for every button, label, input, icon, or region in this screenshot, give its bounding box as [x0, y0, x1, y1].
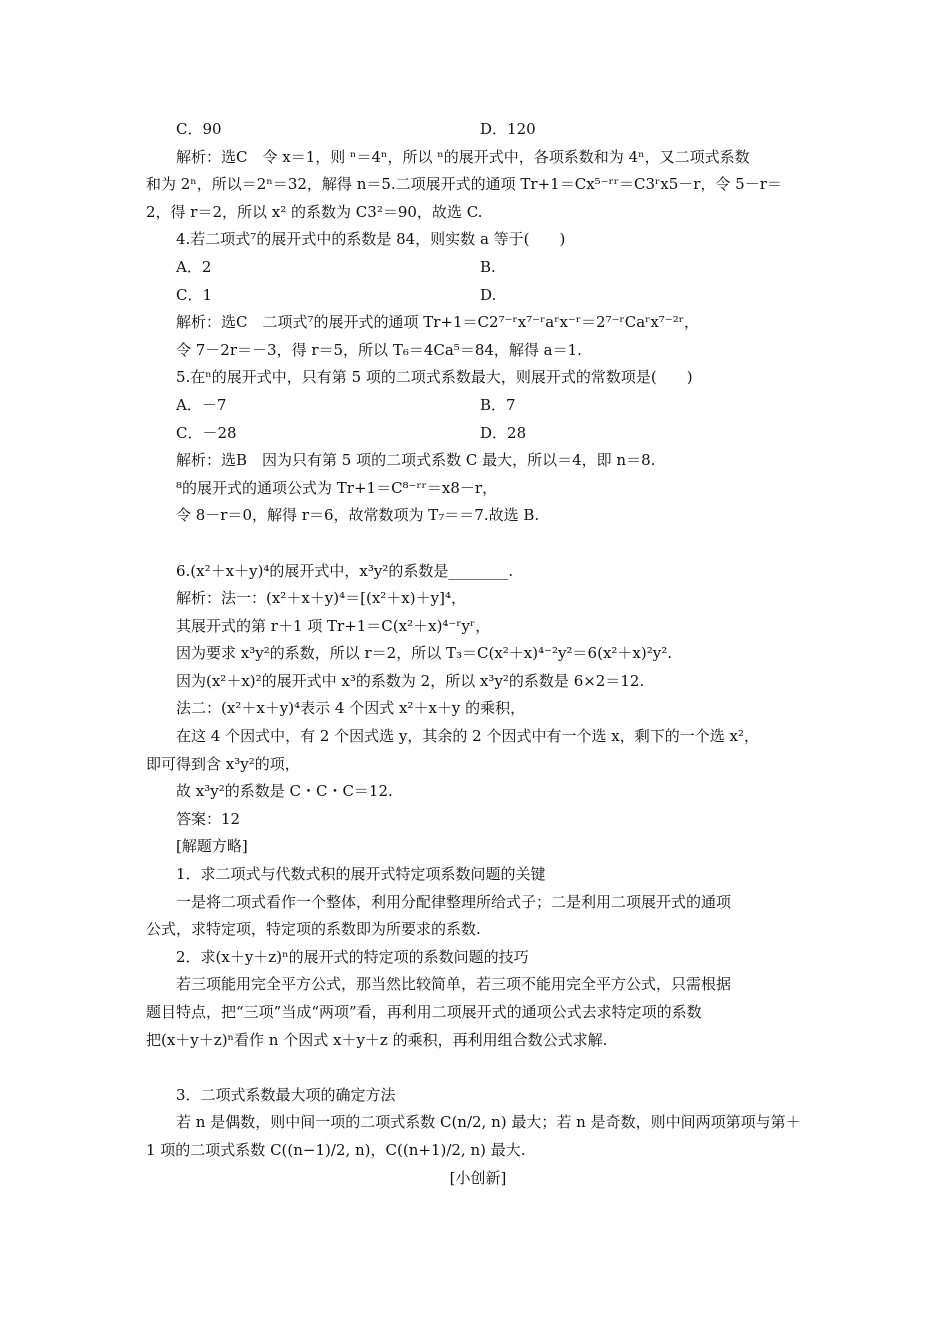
option-left: A．－7 — [176, 395, 227, 414]
document-body — [146, 116, 810, 1192]
text-line: 若 n 是偶数，则中间一项的二项式系数 C(n/2, n) 最大；若 n 是奇数，则中间两项第项与第＋ — [176, 1113, 801, 1132]
text-line: 故 x³y²的系数是 C・C・C＝12. — [176, 782, 393, 801]
option-left: C．1 — [176, 285, 213, 304]
text-line: 2．求(x＋y＋z)ⁿ的展开式的特定项的系数问题的技巧 — [176, 947, 529, 966]
text-line: 4.若二项式⁷的展开式中的系数是 84，则实数 a 等于( ) — [176, 230, 566, 249]
answer-options-row — [146, 282, 810, 310]
text-line: 把(x＋y＋z)ⁿ看作 n 个因式 x＋y＋z 的乘积，再利用组合数公式求解. — [146, 1030, 608, 1049]
option-left: A．2 — [176, 257, 212, 276]
text-line: 公式，求特定项，特定项的系数即为所要求的系数. — [146, 920, 481, 939]
text-line: 令 7－2r＝－3，得 r＝5，所以 T₆＝4Ca⁵＝84，解得 a＝1. — [176, 340, 582, 359]
option-left: C．90 — [176, 120, 222, 138]
text-line: 解析：选C 令 x＝1，则 ⁿ＝4ⁿ，所以 ⁿ的展开式中，各项系数和为 4ⁿ，又二项式系数 — [176, 147, 750, 166]
text-line: 3．二项式系数最大项的确定方法 — [176, 1085, 396, 1104]
option-left: C．－28 — [176, 423, 237, 442]
text-line: 1 项的二项式系数 C((n−1)/2, n)，C((n+1)/2, n) 最大. — [146, 1140, 526, 1159]
text-line: 6.(x²＋x＋y)⁴的展开式中，x³y²的系数是________. — [176, 561, 514, 580]
text-line: 法二：(x²＋x＋y)⁴表示 4 个因式 x²＋x＋y 的乘积， — [176, 699, 526, 718]
option-right: B. — [480, 257, 496, 276]
option-right: D. — [480, 285, 497, 304]
blank-line — [146, 530, 810, 558]
answer-options-row — [146, 420, 810, 448]
text-line: 和为 2ⁿ，所以＝2ⁿ＝32，解得 n＝5.二项展开式的通项 Tr+1＝Cx⁵⁻ʳʳ＝C3ʳx5－r，令 5－r＝ — [146, 175, 782, 194]
option-right: D．28 — [480, 423, 527, 442]
text-line: 5.在ⁿ的展开式中，只有第 5 项的二项式系数最大，则展开式的常数项是( ) — [176, 368, 693, 387]
text-line: 2，得 r＝2，所以 x² 的系数为 C3²＝90，故选 C. — [146, 202, 483, 221]
text-line: 令 8－r＝0，解得 r＝6，故常数项为 T₇＝＝7.故选 B. — [176, 506, 540, 525]
blank-line — [146, 1054, 810, 1082]
section-heading: [小创新] — [449, 1168, 507, 1187]
text-line: 其展开式的第 r＋1 项 Tr+1＝C(x²＋x)⁴⁻ʳyʳ， — [176, 616, 491, 635]
text-line: ⁸的展开式的通项公式为 Tr+1＝C⁸⁻ʳʳ＝x8－r， — [176, 478, 498, 497]
option-right: B．7 — [480, 395, 516, 414]
text-line: 答案：12 — [176, 809, 241, 828]
option-right: D．120 — [480, 120, 536, 138]
answer-options-row — [146, 254, 810, 282]
text-line: 在这 4 个因式中，有 2 个因式选 y，其余的 2 个因式中有一个选 x，剩下的一个选 x²， — [176, 727, 759, 746]
text-line: 题目特点，把“三项”当成“两项”看，再利用二项展开式的通项公式去求特定项的系数 — [146, 1003, 702, 1021]
text-line: 因为要求 x³y²的系数，所以 r＝2，所以 T₃＝C(x²＋x)⁴⁻²y²＝6(x²＋x)²y². — [176, 644, 672, 663]
text-line: 解析：选B 因为只有第 5 项的二项式系数 C 最大，所以＝4，即 n＝8. — [176, 451, 656, 470]
answer-options-row — [146, 392, 810, 420]
text-line: 一是将二项式看作一个整体，利用分配律整理所给式子；二是利用二项展开式的通项 — [176, 892, 732, 911]
answer-options-row — [146, 116, 810, 144]
text-line: 即可得到含 x³y²的项， — [146, 754, 300, 773]
text-line: 若三项能用完全平方公式，那当然比较简单，若三项不能用完全平方公式，只需根据 — [176, 975, 732, 994]
text-line: 解析：选C 二项式⁷的展开式的通项 Tr+1＝C2⁷⁻ʳx⁷⁻ʳaʳx⁻ʳ＝2⁷⁻ʳCaʳx⁷⁻²ʳ， — [176, 313, 699, 332]
text-line: 解析：法一：(x²＋x＋y)⁴＝[(x²＋x)＋y]⁴， — [176, 589, 466, 608]
text-line: 1．求二项式与代数式积的展开式特定项系数问题的关键 — [176, 865, 546, 884]
text-line: [解题方略] — [176, 837, 248, 856]
text-line: 因为(x²＋x)²的展开式中 x³的系数为 2，所以 x³y²的系数是 6×2＝12. — [176, 671, 645, 690]
